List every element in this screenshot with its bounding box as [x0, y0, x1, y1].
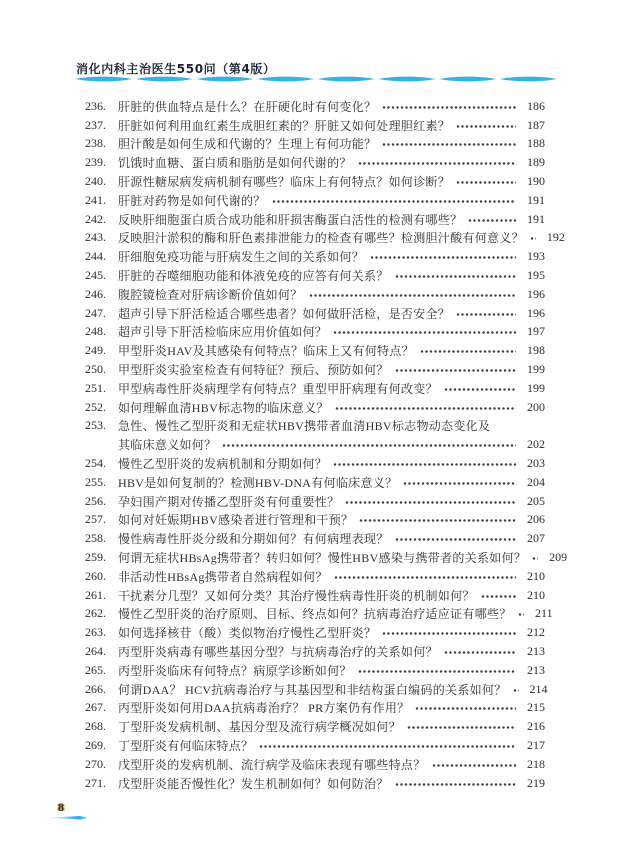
dot-leader: [358, 664, 516, 677]
entry-page-number: 209: [549, 550, 568, 565]
entry-page-number: 186: [527, 98, 545, 113]
entry-page-number: 196: [527, 286, 545, 301]
toc-entry[interactable]: [85, 191, 545, 210]
entry-number: 269.: [85, 737, 106, 752]
entry-number: 252.: [85, 399, 106, 414]
toc-entry[interactable]: [85, 247, 545, 266]
entry-number: 263.: [85, 625, 106, 640]
entry-number: 245.: [85, 268, 106, 283]
entry-title: 干扰素分几型？又如何分类？其治疗慢性病毒性肝炎的机制如何？: [118, 588, 475, 603]
dot-leader: [456, 119, 516, 132]
entry-title: 超声引导下肝活检临床应用价值如何？: [118, 325, 328, 340]
toc-entry[interactable]: [85, 492, 545, 511]
entry-title: 饥饿时血糖、蛋白质和脂肪是如何代谢的？: [118, 156, 352, 171]
dot-leader: [382, 137, 516, 150]
toc-entry[interactable]: [85, 548, 568, 567]
entry-title: 慢性乙型肝炎的发病机制和分期如何？: [118, 457, 328, 472]
dot-leader: [335, 401, 516, 414]
dot-leader: [415, 701, 516, 714]
entry-number: 261.: [85, 587, 106, 602]
entry-page-number: 193: [527, 249, 545, 264]
entry-number: 238.: [85, 136, 106, 151]
entry-page-number: 189: [527, 155, 545, 170]
entry-title: 肝脏对药物是如何代谢的？: [118, 193, 266, 208]
entry-number: 247.: [85, 305, 106, 320]
entry-title: 戊型肝炎的发病机制、流行病学及临床表现有哪些特点？: [118, 757, 426, 772]
entry-number: 266.: [85, 681, 106, 696]
entry-title: 丁型肝炎有何临床特点？: [118, 738, 254, 753]
entry-number: 242.: [85, 211, 106, 226]
dot-leader: [395, 363, 516, 376]
entry-page-number: 203: [527, 456, 545, 471]
dot-leader: [456, 307, 516, 320]
book-title: 消化内科主治医生550问（第4版）: [76, 62, 276, 76]
dot-leader: [395, 532, 516, 545]
entry-title: 何谓无症状HBsAg携带者？转归如何？慢性HBV感染与携带者的关系如何？: [118, 551, 527, 566]
entry-number: 249.: [85, 343, 106, 358]
entry-page-number: 206: [527, 512, 545, 527]
entry-page-number: 198: [527, 343, 545, 358]
toc-entry[interactable]: [85, 774, 545, 793]
entry-title: 急性、慢性乙型肝炎和无症状HBV携带者血清HBV标志物动态变化及: [118, 419, 491, 434]
entry-title: 甲型病毒性肝炎病理学有何特点？重型甲肝病理有何改变？: [118, 381, 438, 396]
toc-entry[interactable]: [85, 304, 545, 323]
entry-page-number: 187: [527, 117, 545, 132]
entry-number: 259.: [85, 550, 106, 565]
entry-page-number: 215: [527, 700, 545, 715]
entry-number: 248.: [85, 324, 106, 339]
entry-number: 240.: [85, 174, 106, 189]
toc-entry[interactable]: [85, 97, 545, 116]
entry-title: 丙型肝炎临床有何特点？病原学诊断如何？: [118, 663, 352, 678]
entry-number: 256.: [85, 493, 106, 508]
entry-number: 251.: [85, 380, 106, 395]
dot-leader: [420, 344, 516, 357]
entry-title: 甲型肝炎HAV及其感染有何特点？临床上又有何特点？: [118, 344, 414, 359]
entry-title: 胆汁酸是如何生成和代谢的？生理上有何功能？: [118, 137, 377, 152]
entry-number: 271.: [85, 775, 106, 790]
entry-number: 241.: [85, 192, 106, 207]
entry-title: 肝脏的吞噬细胞功能和体液免疫的应答有何关系？: [118, 269, 389, 284]
toc-entry[interactable]: [85, 511, 545, 530]
entry-number: 264.: [85, 644, 106, 658]
dot-leader: [259, 739, 516, 752]
entry-title: 肝源性糖尿病发病机制有哪些？临床上有何特点？如何诊断？: [118, 175, 451, 190]
entry-page-number: 199: [527, 380, 545, 395]
entry-page-number: 190: [527, 174, 545, 189]
toc-list: [85, 97, 568, 792]
toc-entry[interactable]: [85, 454, 545, 473]
dot-leader: [530, 231, 536, 244]
entry-page-number: 219: [527, 775, 545, 790]
dot-leader: [513, 683, 519, 696]
dot-leader: [395, 269, 516, 282]
toc-entry[interactable]: [85, 736, 545, 755]
dot-leader: [272, 194, 516, 207]
entry-title: 何谓DAA？ HCV抗病毒治疗与其基因型和非结构蛋白编码的关系如何？: [118, 682, 507, 697]
dot-leader: [518, 607, 524, 620]
entry-title: 肝脏的供血特点是什么？在肝硬化时有何变化？: [118, 99, 377, 114]
entry-page-number: 210: [527, 587, 545, 602]
dot-leader: [309, 288, 516, 301]
dot-leader: [370, 250, 516, 263]
entry-page-number: 205: [527, 493, 545, 508]
entry-number: 250.: [85, 362, 106, 377]
toc-entry[interactable]: [85, 755, 545, 774]
dot-leader: [382, 100, 516, 113]
entry-page-number: 216: [527, 719, 545, 734]
entry-title: 如何理解血清HBV标志物的临床意义？: [118, 400, 329, 415]
entry-number: 255.: [85, 474, 106, 489]
toc-entry[interactable]: [85, 605, 553, 624]
entry-page-number: 210: [527, 568, 545, 583]
dot-leader: [334, 570, 516, 583]
entry-page-number: 197: [527, 324, 545, 339]
dot-leader: [407, 720, 516, 733]
entry-page-number: 214: [529, 681, 548, 696]
entry-page-number: 195: [527, 268, 545, 283]
toc-entry[interactable]: [85, 153, 545, 172]
entry-title: 甲型肝炎实验室检查有何特征？预后、预防如何？: [118, 363, 389, 378]
entry-title: 肝脏如何利用血红素生成胆红素的？肝脏又如何处理胆红素？: [118, 118, 451, 133]
entry-number: 267.: [85, 700, 106, 715]
entry-page-number: 188: [527, 136, 545, 151]
entry-title: 丙型肝炎如何用DAA抗病毒治疗？ PR方案仍有作用？: [118, 701, 410, 716]
entry-page-number: 207: [527, 531, 545, 546]
toc-entry[interactable]: [85, 285, 545, 304]
toc-entry[interactable]: [85, 379, 545, 398]
entry-page-number: 217: [527, 737, 545, 752]
entry-number: 254.: [85, 456, 106, 471]
entry-title: 丙型肝炎病毒有哪些基因分型？与抗病毒治疗的关系如何？: [118, 645, 438, 659]
entry-page-number: 199: [527, 362, 545, 377]
entry-number: 236.: [85, 98, 106, 113]
toc-entry[interactable]: [85, 623, 545, 642]
dot-leader: [468, 213, 516, 226]
entry-title: 腹腔镜检查对肝病诊断价值如何？: [118, 287, 303, 302]
toc-entry[interactable]: [85, 341, 545, 360]
dot-leader: [532, 551, 538, 564]
toc-entry[interactable]: [85, 699, 545, 718]
toc-entry[interactable]: [85, 398, 545, 417]
toc-entry[interactable]: [85, 417, 545, 436]
entry-title: 超声引导下肝活检适合哪些患者？如何做肝活检，是否安全？: [118, 306, 451, 321]
dot-leader: [222, 438, 516, 451]
toc-entry[interactable]: [85, 435, 545, 454]
dot-leader: [456, 175, 516, 188]
entry-title: 其临床意义如何？: [118, 438, 217, 453]
toc-entry[interactable]: [85, 642, 545, 661]
entry-page-number: 211: [535, 606, 553, 621]
entry-page-number: 191: [527, 192, 545, 207]
entry-title: 肝细胞免疫功能与肝病发生之间的关系如何？: [118, 250, 365, 265]
entry-title: 慢性病毒性肝炎分级和分期如何？有何病理表现？: [118, 532, 389, 547]
dot-leader: [403, 476, 516, 489]
entry-page-number: 213: [527, 662, 545, 677]
toc-entry[interactable]: [85, 529, 545, 548]
entry-number: 265.: [85, 662, 106, 677]
dot-leader: [395, 777, 516, 790]
entry-title: 如何对妊娠期HBV感染者进行管理和干预？: [118, 513, 354, 528]
entry-title: 如何选择核苷（酸）类似物治疗慢性乙型肝炎？: [118, 626, 377, 641]
toc-entry[interactable]: [85, 135, 545, 154]
entry-page-number: 192: [546, 230, 565, 245]
footer-swoosh-decoration: [44, 816, 86, 820]
toc-entry[interactable]: [85, 172, 545, 191]
dot-leader: [432, 758, 516, 771]
entry-number: 268.: [85, 719, 106, 734]
entry-title: 非活动性HBsAg携带者自然病程如何？: [118, 569, 328, 584]
entry-number: 262.: [85, 606, 106, 621]
entry-number: 270.: [85, 756, 106, 771]
dot-leader: [382, 626, 516, 639]
toc-entry[interactable]: [85, 360, 545, 379]
entry-page-number: 213: [527, 644, 545, 658]
entry-number: 253.: [85, 418, 106, 433]
dot-leader: [444, 382, 516, 395]
toc-entry[interactable]: [85, 229, 565, 248]
toc-entry[interactable]: [85, 717, 545, 736]
toc-entry[interactable]: [85, 266, 545, 285]
dot-leader: [359, 513, 516, 526]
dot-leader: [481, 589, 516, 602]
entry-number: 260.: [85, 568, 106, 583]
toc-entry[interactable]: [85, 116, 545, 135]
entry-page-number: 204: [527, 474, 545, 489]
entry-number: 243.: [85, 230, 106, 245]
entry-page-number: 212: [527, 625, 545, 640]
page-number-folio: 8: [58, 800, 64, 814]
toc-entry[interactable]: [85, 680, 548, 699]
entry-number: 257.: [85, 512, 106, 527]
toc-entry[interactable]: [85, 210, 545, 229]
entry-number: 246.: [85, 286, 106, 301]
dot-leader: [358, 156, 516, 169]
entry-page-number: 200: [527, 399, 545, 414]
header-underline-decoration: [75, 75, 557, 83]
entry-title: 戊型肝炎能否慢性化？发生机制如何？如何防治？: [118, 776, 389, 791]
entry-page-number: 202: [527, 437, 545, 452]
entry-number: 237.: [85, 117, 106, 132]
dot-leader: [333, 457, 516, 470]
entry-title: HBV是如何复制的？检测HBV-DNA有何临床意义？: [118, 475, 398, 490]
dot-leader: [444, 645, 516, 658]
entry-title: 慢性乙型肝炎的治疗原则、目标、终点如何？抗病毒治疗适应证有哪些？: [118, 607, 512, 622]
dot-leader: [345, 495, 516, 508]
toc-entry[interactable]: [85, 567, 545, 586]
entry-number: 239.: [85, 155, 106, 170]
toc-entry[interactable]: [85, 473, 545, 492]
toc-entry[interactable]: [85, 661, 545, 680]
entry-number: 258.: [85, 531, 106, 546]
entry-title: 反映胆汁淤积的酶和肝色素排泄能力的检查有哪些？检测胆汁酸有何意义？: [118, 231, 524, 246]
entry-title: 反映肝细胞蛋白质合成功能和肝损害酶蛋白活性的检测有哪些？: [118, 212, 463, 227]
entry-page-number: 191: [527, 211, 545, 226]
toc-entry[interactable]: [85, 323, 545, 342]
entry-title: 丁型肝炎发病机制、基因分型及流行病学概况如何？: [118, 720, 401, 735]
entry-page-number: 196: [527, 305, 545, 320]
entry-page-number: 218: [527, 756, 545, 771]
toc-entry[interactable]: [85, 586, 545, 605]
entry-title: 孕妇围产期对传播乙型肝炎有何重要性？: [118, 494, 340, 509]
dot-leader: [333, 325, 516, 338]
entry-number: 244.: [85, 249, 106, 264]
